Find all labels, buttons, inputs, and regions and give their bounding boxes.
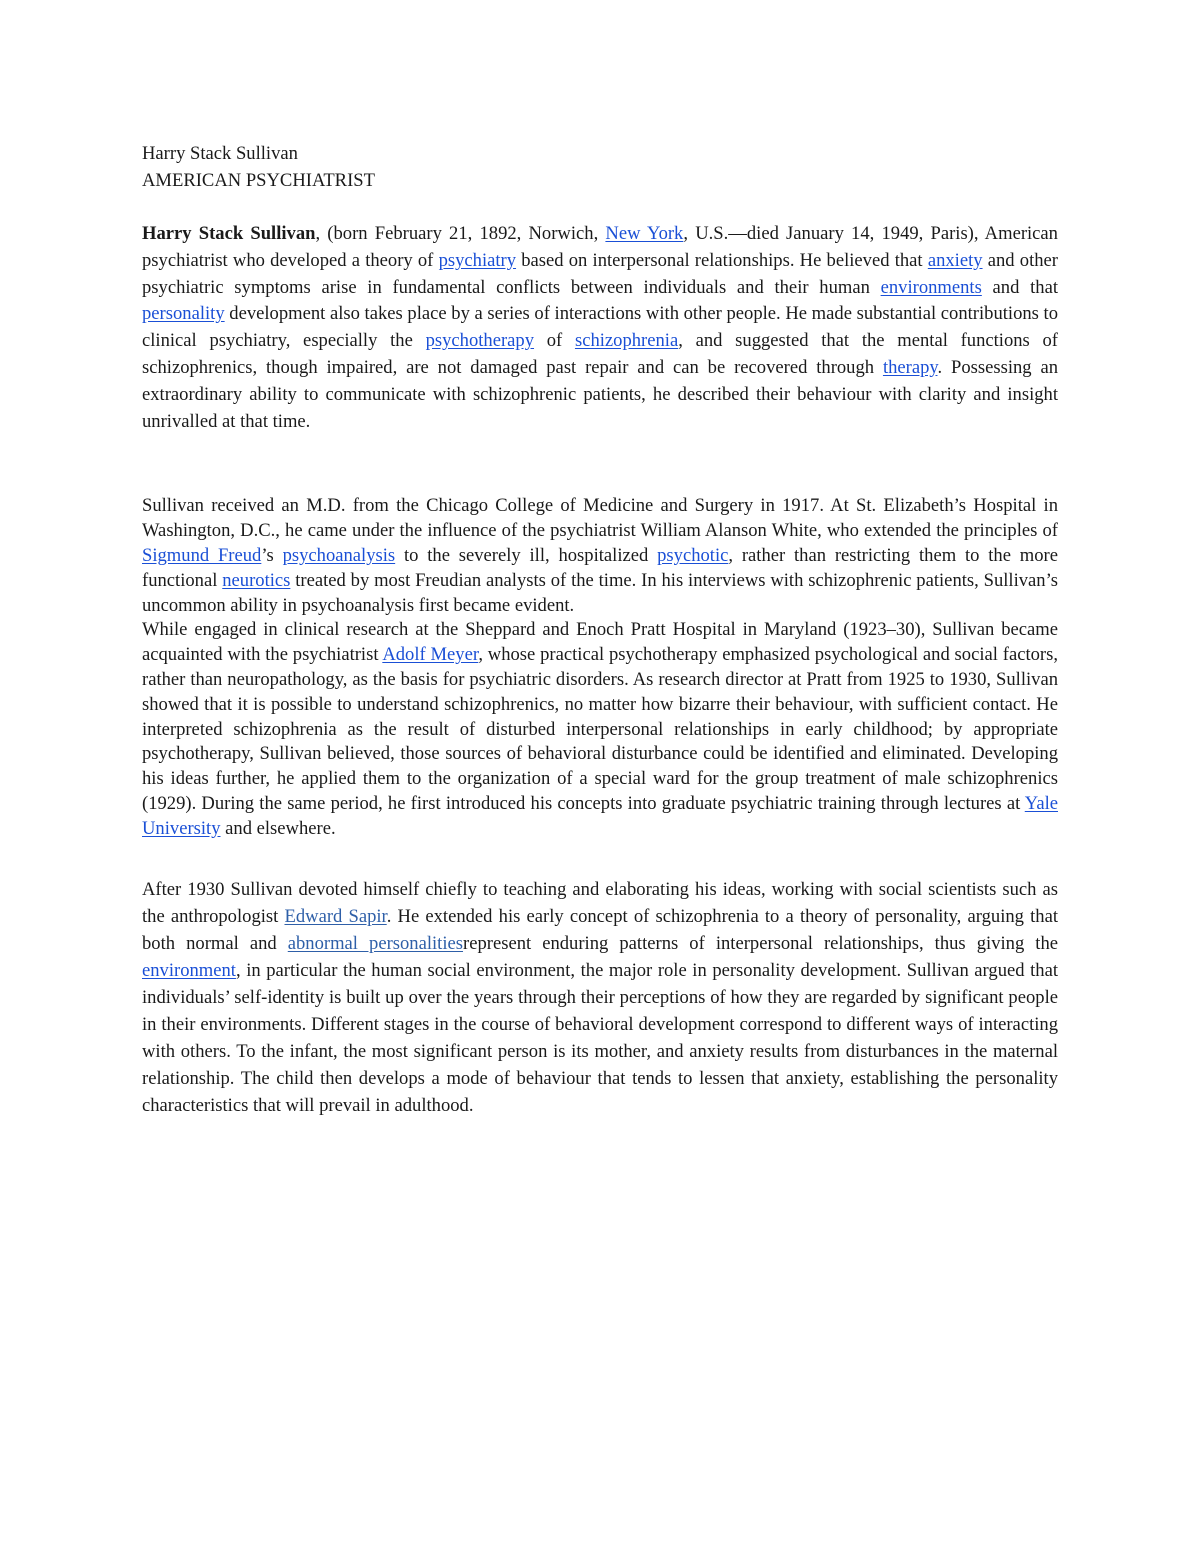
text-segment: of <box>534 330 575 352</box>
document-title: Harry Stack Sullivan <box>142 143 298 164</box>
paragraph-later-work <box>142 876 1058 1119</box>
text-segment: While engaged in clinical research at the Sheppard and Enoch Pratt Hospital in Maryland (1923–30), Sullivan became acquainted with the psychiatrist <box>142 619 1058 666</box>
link-anxiety[interactable]: anxiety <box>927 249 983 271</box>
subject-name: Harry Stack Sullivan <box>142 223 316 244</box>
text-segment: and that <box>981 276 1058 298</box>
link-psychotherapy[interactable]: psychotherapy <box>425 330 535 352</box>
link-edward-sapir[interactable]: Edward Sapir <box>284 905 387 927</box>
document-subtitle: AMERICAN PSYCHIATRIST <box>142 170 375 191</box>
paragraph-intro <box>142 221 1058 435</box>
text-segment: and elsewhere. <box>220 817 336 839</box>
text-segment: . Possessing an extraordinary ability to communicate with schizophrenic patients, he described their behaviour with clarity and insight unrivalled at that time. <box>142 356 1059 432</box>
text-segment: Sullivan received an M.D. from the Chicago College of Medicine and Surgery in 1917. At St. Elizabeth’s Hospital in Washington, D.C., he came under the influence of the psychiatrist William Alanson White, who extended the principles of <box>142 495 1058 542</box>
link-neurotics[interactable]: neurotics <box>222 569 291 591</box>
link-psychoanalysis[interactable]: psychoanalysis <box>282 544 396 566</box>
text-segment: development also takes place by a series of interactions with other people. He made substantial contributions to clinical psychiatry, especially the <box>142 303 1059 352</box>
text-segment: represent enduring patterns of interpersonal relationships, thus giving the <box>463 932 1059 954</box>
text-segment: to the severely ill, hospitalized <box>395 544 658 566</box>
link-therapy[interactable]: therapy <box>882 356 938 378</box>
text-segment: , (born February 21, 1892, Norwich, <box>315 223 606 244</box>
link-environment[interactable]: environment <box>142 959 236 981</box>
text-segment: and other psychiatric symptoms arise in fundamental conflicts between individuals and their human <box>142 249 1058 298</box>
link-abnormal-personalities[interactable]: abnormal personalities <box>287 932 464 954</box>
link-yale-university[interactable]: Yale University <box>142 792 1058 839</box>
document-page <box>142 140 1058 1119</box>
link-new-york[interactable]: New York <box>605 223 684 244</box>
link-psychotic[interactable]: psychotic <box>657 544 729 566</box>
text-segment: ’s <box>261 544 283 566</box>
link-sigmund-freud[interactable]: Sigmund Freud <box>142 544 262 566</box>
link-adolf-meyer[interactable]: Adolf Meyer <box>382 644 479 666</box>
link-schizophrenia[interactable]: schizophrenia <box>574 330 679 352</box>
text-segment: based on interpersonal relationships. He believed that <box>516 249 928 271</box>
text-segment: , in particular the human social environment, the major role in personality development. Sullivan argued that individuals’ self-identity is built up over the years through their perceptions of how they are regarded by significant people in their environments. Different stages in the course of behavioral development correspond to different ways of interacting with others. To the infant, the most significant person is its mother, and anxiety results from disturbances in the maternal relationship. The child then develops a mode of behaviour that tends to lessen that anxiety, establishing the personality characteristics that will prevail in adulthood. <box>142 959 1058 1116</box>
paragraph-research <box>142 618 1058 841</box>
text-segment: , and suggested that the mental functions of schizophrenics, though impaired, are not damaged past repair and can be recovered through <box>142 330 1058 378</box>
text-segment: . He extended his early concept of schizophrenia to a theory of personality, arguing that both normal and <box>142 905 1059 954</box>
text-segment: , rather than restricting them to the more functional <box>142 544 1058 591</box>
link-personality[interactable]: personality <box>142 303 225 325</box>
text-segment: After 1930 Sullivan devoted himself chiefly to teaching and elaborating his ideas, working with social scientists such as the anthropologist <box>142 878 1058 927</box>
link-environments[interactable]: environments <box>880 276 982 298</box>
text-segment: treated by most Freudian analysts of the time. In his interviews with schizophrenic patients, Sullivan’s uncommon ability in psychoanalysis first became evident. <box>142 569 1059 616</box>
text-segment: , whose practical psychotherapy emphasized psychological and social factors, rather than neuropathology, as the basis for psychiatric disorders. As research director at Pratt from 1925 to 1930, Sullivan showed that it is possible to understand schizophrenics, no matter how bizarre their behaviour, with sufficient contact. He interpreted schizophrenia as the result of disturbed interpersonal relationships in early childhood; by appropriate psychotherapy, Sullivan believed, those sources of behavioral disturbance could be identified and eliminated. Developing his ideas further, he applied them to the organization of a special ward for the group treatment of male schizophrenics (1929). During the same period, he first introduced his concepts into graduate psychiatric training through lectures at <box>142 644 1058 814</box>
link-psychiatry[interactable]: psychiatry <box>438 249 517 271</box>
text-segment: , U.S.—died January 14, 1949, Paris), American psychiatrist who developed a theory of <box>142 223 1058 271</box>
paragraph-education <box>142 494 1058 618</box>
